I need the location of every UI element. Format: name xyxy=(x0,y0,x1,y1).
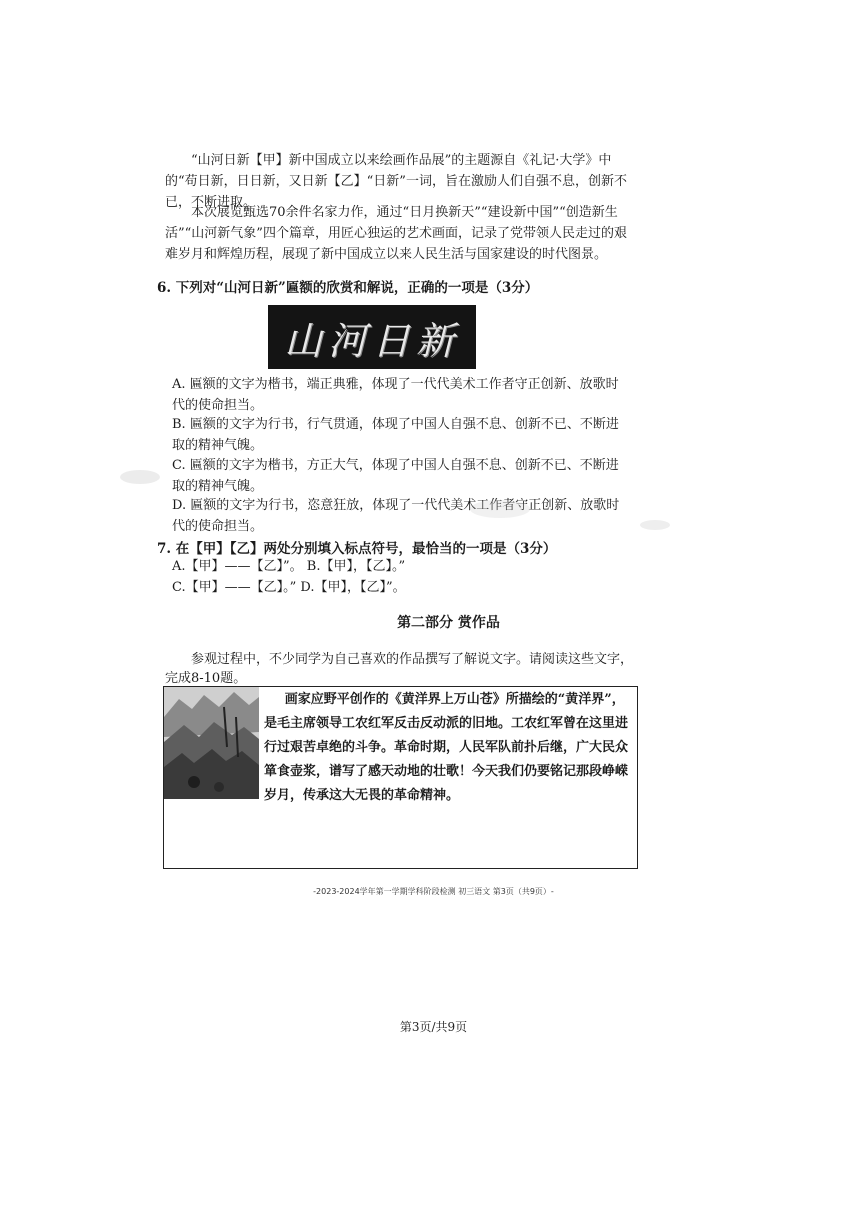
scan-smudge xyxy=(120,470,160,484)
landscape-painting-image xyxy=(164,687,259,799)
question-6-option-b: B. 匾额的文字为行书，行气贯通，体现了中国人自强不息、创新不已、不断进取的精神气魄。 xyxy=(172,417,619,453)
question-6-option-a: A. 匾额的文字为楷书，端正典雅，体现了一代代美术工作者守正创新、放歌时代的使命担当。 xyxy=(172,377,619,413)
question-7-options-cd: C.【甲】——【乙】。” D.【甲】，【乙】”。 xyxy=(172,580,406,595)
section-2-title: 第二部分 赏作品 xyxy=(397,615,500,631)
question-6-stem: 6. 下列对“山河日新”匾额的欣赏和解说，正确的一项是（3分） xyxy=(157,280,539,296)
scan-smudge xyxy=(640,520,670,530)
exam-footer: -2023-2024学年第一学期学科阶段检测 初三语文 第3页（共9页）- xyxy=(313,887,554,896)
question-6-option-d: D. 匾额的文字为行书，恣意狂放，体现了一代代美术工作者守正创新、放歌时代的使命担当。 xyxy=(172,498,620,534)
commentary-box xyxy=(163,686,638,869)
commentary-text: 画家应野平创作的《黄洋界上万山苍》所描绘的“黄洋界”，是毛主席领导工农红军反击反动派的旧地。工农红军曾在这里进行过艰苦卓绝的斗争。革命时期，人民军队前扑后继，广大民众箪食壶浆，谱写了感天动地的壮歌！今天我们仍要铭记那段峥嵘岁月，传承这大无畏的革命精神。 xyxy=(264,692,629,803)
question-6-option-c: C. 匾额的文字为楷书，方正大气，体现了中国人自强不息、创新不已、不断进取的精神气魄。 xyxy=(172,458,619,494)
scan-smudge xyxy=(470,500,530,518)
question-7-options-ab: A.【甲】——【乙】”。 B.【甲】，【乙】。” xyxy=(172,559,406,574)
section-2-intro: 参观过程中，不少同学为自己喜欢的作品撰写了解说文字。请阅读这些文字，完成8-10题。 xyxy=(165,652,634,686)
passage-paragraph-1: “山河日新【甲】新中国成立以来绘画作品展”的主题源自《礼记·大学》中的“苟日新，日日新，又日新【乙】“日新”一词，旨在激励人们自强不息，创新不已，不断进取。 xyxy=(165,153,627,210)
page-number: 第3页/共9页 xyxy=(399,1020,468,1034)
question-7-stem: 7. 在【甲】【乙】两处分别填入标点符号，最恰当的一项是（3分） xyxy=(157,541,557,557)
passage-paragraph-2: 本次展览甄选70余件名家力作，通过“日月换新天”“建设新中国”“创造新生活”“山河新气象”四个篇章，用匠心独运的艺术画面，记录了党带领人民走过的艰难岁月和辉煌历程，展现了新中国成立以来人民生活与国家建设的时代图景。 xyxy=(165,205,627,262)
plaque-calligraphy: 山河日新 xyxy=(283,318,460,363)
plaque-image xyxy=(268,305,476,369)
